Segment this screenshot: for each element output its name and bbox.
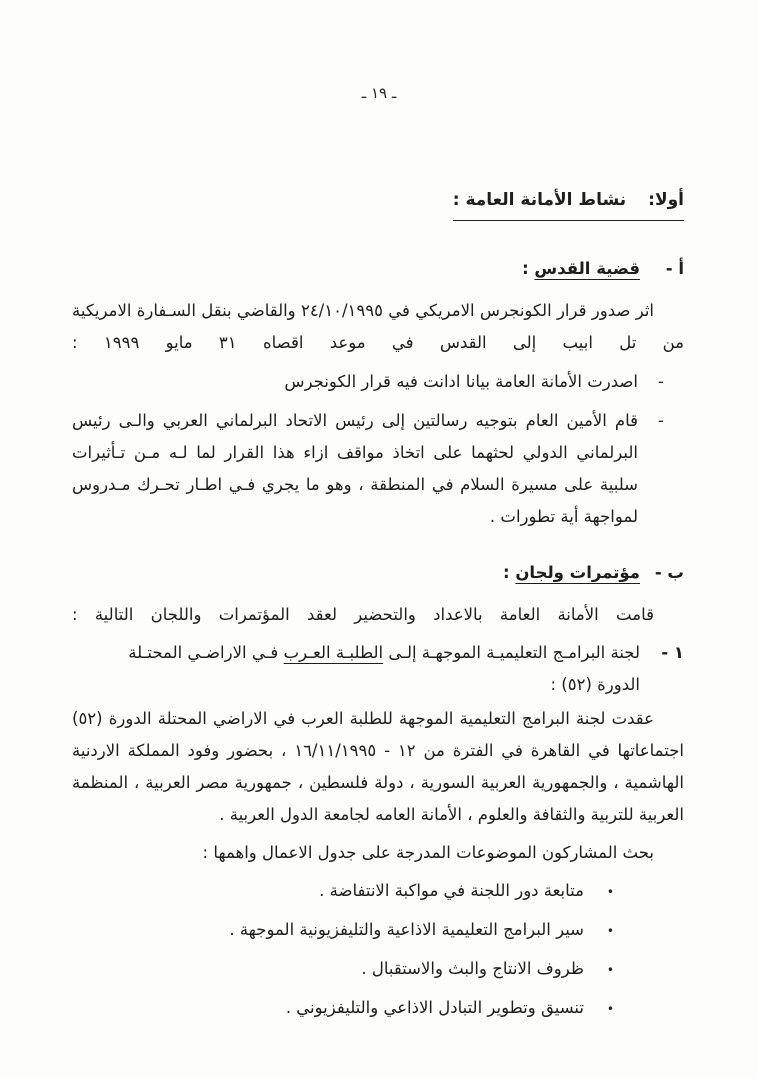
section-a-paragraph: اثر صدور قرار الكونجرس الامريكي في ٢٤/١٠/١٩٩٥ والقاضي بنقل السـفارة الامريكية من تل ابيب إلى القدس في موعد اقصاه ٣١ مايو ١٩٩٩ : (72, 301, 684, 352)
list-item (72, 992, 614, 1025)
list-item (72, 953, 614, 986)
section-b-title (503, 557, 640, 589)
session-line: الدورة (٥٢) : (550, 675, 640, 694)
bullet-dot-icon: • (606, 1002, 614, 1016)
bullet-dot-icon: • (606, 924, 614, 938)
bullet-dot-icon: • (606, 963, 614, 977)
numbered-item-marker: ١ - (661, 643, 684, 662)
main-heading-label: أولا: (648, 190, 684, 210)
main-heading-row (72, 184, 684, 221)
main-heading (453, 184, 684, 221)
document-content (72, 184, 684, 1025)
section-b-title-text: مؤتمرات ولجان (515, 563, 640, 582)
section-b-heading (72, 557, 684, 589)
dash-bullet-icon: - (658, 411, 664, 430)
item-title-underlined: الطلبـة العـرب (283, 643, 384, 662)
page-number: ـ ١٩ ـ (361, 84, 397, 102)
numbered-item-title (72, 637, 640, 669)
section-a-label: أ - (665, 259, 684, 278)
list-item-text: قام الأمين العام بتوجيه رسالتين إلى رئيس الاتحاد البرلماني العربي والـى رئيس البرلماني الدولي لحثهما على اتخاذ مواقف ازاء هذا القرار لما لـه مـن تـأثيرات سلبية على مسيرة السلام في المنطقة ، وهو ما يجري فـي اطـار تحـرك مـدروس لمواجهة أية تطورات . (72, 411, 638, 526)
numbered-item (72, 637, 684, 703)
section-a-title-text: قضية القدس (534, 259, 640, 278)
section-b-label: ب - (654, 563, 684, 582)
agenda-intro: بحث المشاركون الموضوعات المدرجة على جدول الاعمال واهمها : (202, 843, 654, 862)
section-b-intro: قامت الأمانة العامة بالاعداد والتحضير لعقد المؤتمرات واللجان التالية : (72, 605, 654, 624)
numbered-item-body (72, 637, 640, 703)
item-title-end: فـي الاراضـي المحتـلة (128, 643, 284, 662)
item-title-start: لجنة البرامـج التعليميـة الموجهـة إلـى (383, 643, 640, 662)
bullet-dot-icon: • (606, 885, 614, 899)
section-b-title-colon: : (502, 563, 516, 582)
list-item-text: اصدرت الأمانة العامة بيانا ادانت فيه قرار الكونجرس (284, 372, 638, 391)
list-item-text: سير البرامج التعليمية الاذاعية والتليفزيونية الموجهة . (229, 920, 584, 939)
list-item (72, 875, 614, 908)
section-a-title-colon: : (522, 259, 535, 278)
list-item (72, 366, 684, 398)
item-body-paragraph: عقدت لجنة البرامج التعليمية الموجهة للطلبة العرب في الاراضي المحتلة الدورة (٥٢) اجتماعاتها في القاهرة في الفترة من ١٢ - ١٦/١١/١٩٩٥ ، بحضور وفود المملكة الاردنية الهاشمية ، والجمهورية العربية السورية ، دولة فلسطين ، جمهورية مصر العربية ، المنظمة العربية للتربية والثقافة والعلوم ، الأمانة العامه لجامعة الدول العربية . (72, 709, 684, 824)
section-a-heading (72, 253, 684, 285)
list-item-text: متابعة دور اللجنة في مواكبة الانتفاضة . (319, 881, 584, 900)
list-item (72, 405, 684, 533)
section-spacer (72, 533, 684, 557)
section-a-title (522, 253, 640, 285)
list-item-text: تنسيق وتطوير التبادل الاذاعي والتليفزيوني . (285, 998, 584, 1017)
list-item-text: ظروف الانتاج والبث والاستقبال . (361, 959, 584, 978)
main-heading-text: نشاط الأمانة العامة : (452, 190, 627, 210)
dash-bullet-icon: - (658, 372, 664, 391)
list-item (72, 914, 614, 947)
